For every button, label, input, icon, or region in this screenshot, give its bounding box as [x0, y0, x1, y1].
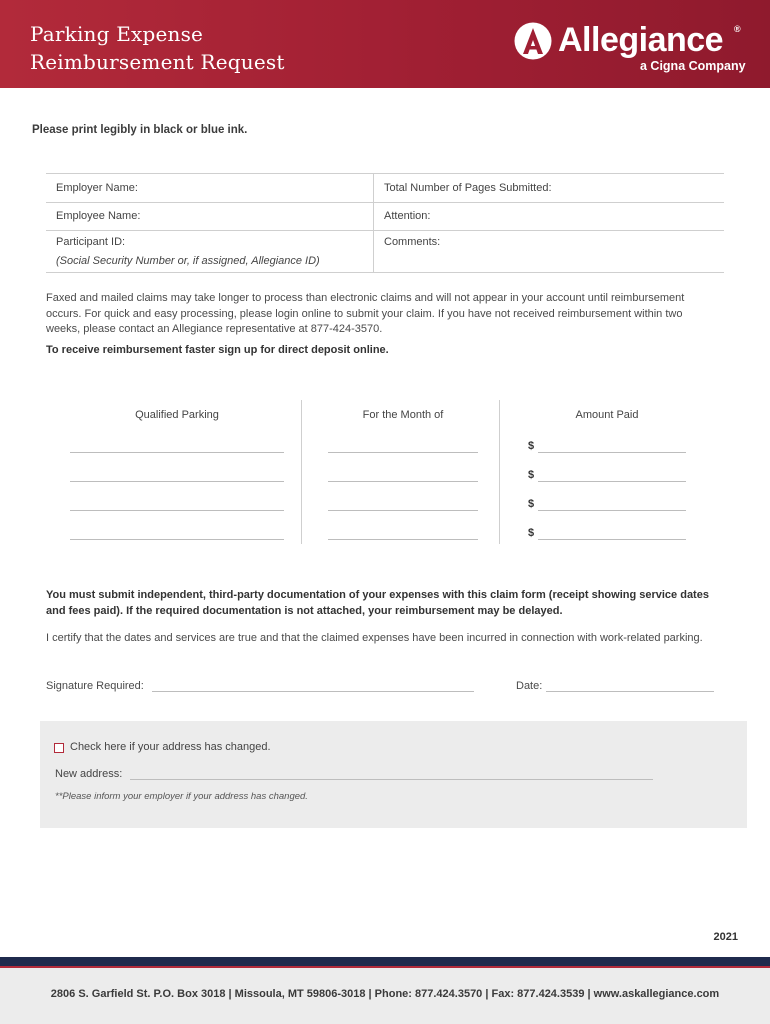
signature-label: Signature Required: [46, 680, 144, 692]
employee-name-field[interactable]: Employee Name: [46, 203, 374, 230]
ink-instruction: Please print legibly in black or blue ink. [32, 124, 248, 136]
footer-contact: 2806 S. Garfield St. P.O. Box 3018 | Missoula, MT 59806-3018 | Phone: 877.424.3570 | Fax: 877.424.3539 | www.askallegiance.com [50, 988, 720, 1000]
dollar-sign: $ [528, 469, 535, 481]
signature-line[interactable] [152, 691, 474, 692]
month-entry-line[interactable] [328, 452, 478, 453]
direct-deposit-notice: To receive reimbursement faster sign up for direct deposit online. [46, 344, 389, 356]
date-label: Date: [516, 680, 543, 692]
logo-wordmark: Allegiance [558, 21, 724, 59]
amount-entry-line[interactable] [538, 452, 686, 453]
allegiance-logo [514, 20, 754, 76]
dollar-sign: $ [528, 440, 535, 452]
address-change-box [40, 721, 747, 828]
date-line[interactable] [546, 691, 714, 692]
participant-id-field[interactable] [46, 231, 374, 272]
qualified-parking-entry-line[interactable] [70, 539, 284, 540]
form-title [30, 20, 285, 76]
info-row [46, 203, 724, 231]
amount-entry-line[interactable] [538, 539, 686, 540]
total-pages-field[interactable]: Total Number of Pages Submitted: [384, 182, 552, 194]
form-year: 2021 [713, 931, 738, 943]
new-address-label: New address: [55, 768, 123, 780]
comments-field[interactable]: Comments: [384, 236, 441, 248]
dollar-sign: $ [528, 527, 535, 539]
participant-id-label: Participant ID: [56, 236, 126, 248]
new-address-line[interactable] [130, 779, 653, 780]
amount-entry-line[interactable] [538, 481, 686, 482]
employer-name-field[interactable]: Employer Name: [46, 174, 374, 202]
participant-id-note: (Social Security Number or, if assigned, Allegiance ID) [56, 255, 320, 267]
logo-tagline: a Cigna Company [640, 59, 746, 73]
address-changed-checkbox[interactable] [54, 743, 64, 753]
processing-notice: Faxed and mailed claims may take longer to process than electronic claims and will not appear in your account until reimbursement occurs. For quick and easy processing, please login online to submit your claim. If you have not received reimbursement within two weeks, please contact an Allegiance representative at 877-424-3570. [46, 292, 685, 335]
amount-entry-line[interactable] [538, 510, 686, 511]
dollar-sign: $ [528, 498, 535, 510]
info-row [46, 174, 724, 203]
column-header-amount: Amount Paid [575, 409, 639, 421]
column-header-qualified-parking: Qualified Parking [135, 409, 219, 421]
qualified-parking-entry-line[interactable] [70, 452, 284, 453]
registered-mark: ® [734, 24, 741, 34]
address-changed-label: Check here if your address has changed. [70, 741, 271, 753]
month-entry-line[interactable] [328, 539, 478, 540]
footer-stripe [0, 957, 770, 966]
footer [0, 968, 770, 1024]
documentation-requirement: You must submit independent, third-party documentation of your expenses with this claim form (receipt showing service dates and fees paid). If the required documentation is not attached, your reimbursement may be delayed. [46, 589, 709, 617]
qualified-parking-entry-line[interactable] [70, 510, 284, 511]
address-change-note: **Please inform your employer if your address has changed. [55, 791, 308, 802]
qualified-parking-entry-line[interactable] [70, 481, 284, 482]
allegiance-logo-icon [514, 22, 552, 60]
form-title-line1: Parking Expense [30, 22, 204, 46]
claimant-info-table [46, 173, 724, 273]
info-row [46, 231, 724, 273]
month-entry-line[interactable] [328, 481, 478, 482]
form-title-line2: Reimbursement Request [30, 50, 285, 74]
column-divider [301, 400, 302, 544]
certification-statement: I certify that the dates and services are true and that the claimed expenses have been incurred in connection with work-related parking. [46, 632, 703, 644]
attention-field[interactable]: Attention: [384, 210, 431, 222]
column-divider [499, 400, 500, 544]
month-entry-line[interactable] [328, 510, 478, 511]
header-banner [0, 0, 770, 88]
column-header-month: For the Month of [362, 409, 444, 421]
